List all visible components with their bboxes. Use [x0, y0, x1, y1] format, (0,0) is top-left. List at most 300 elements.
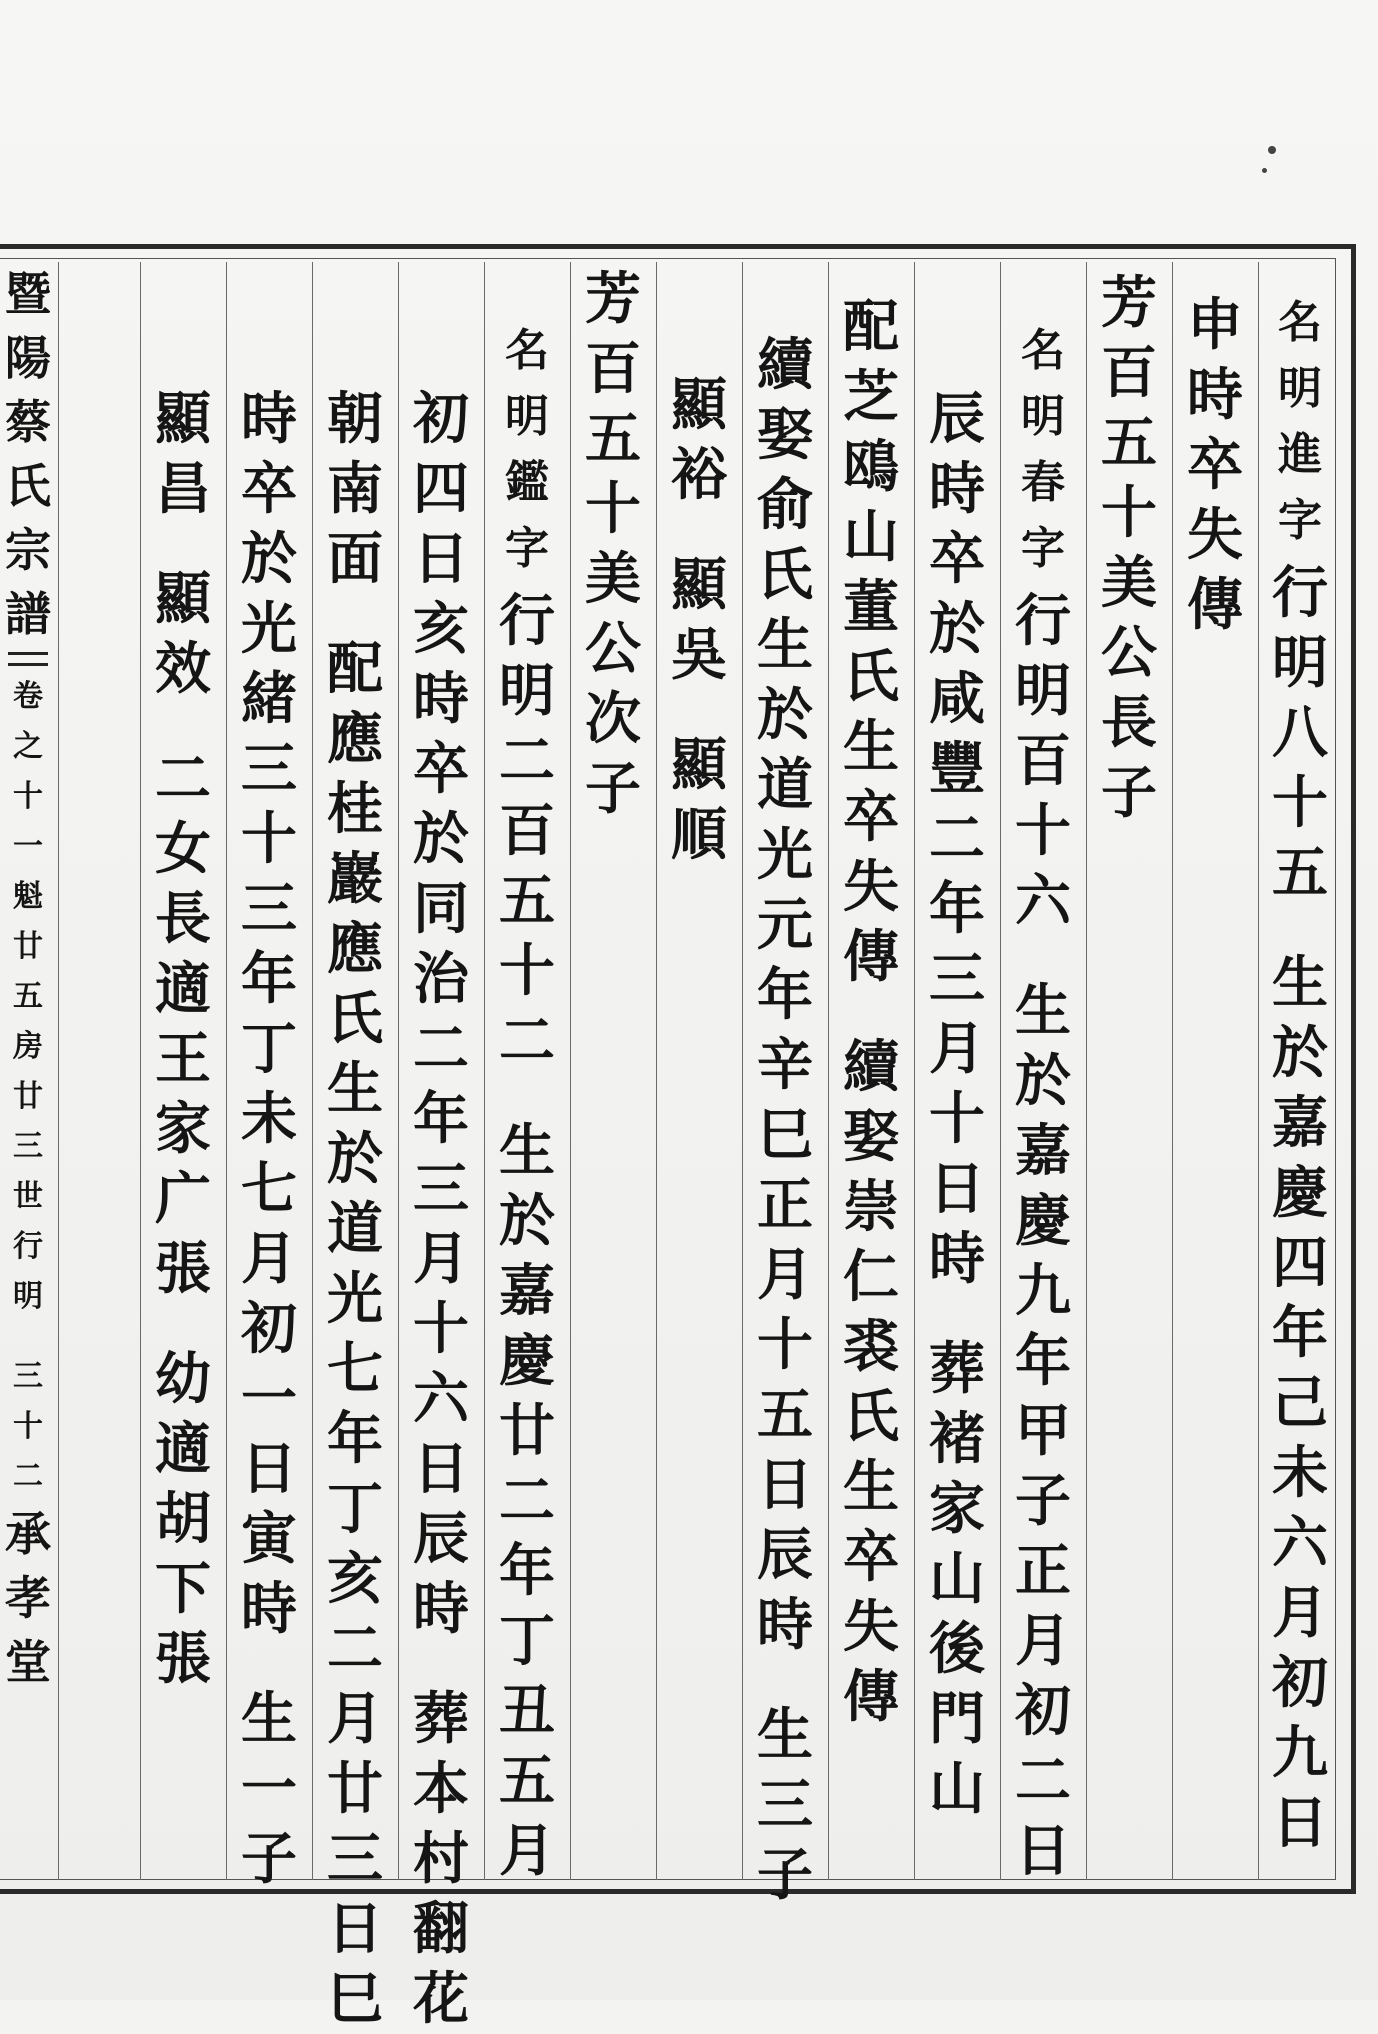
- char: 二: [413, 1016, 469, 1082]
- char: 六: [1015, 868, 1071, 934]
- char: 顯: [155, 386, 211, 452]
- page-number: [2, 1352, 54, 1502]
- char: 名: [1278, 297, 1322, 348]
- char: 二: [499, 728, 555, 794]
- char: 面: [327, 526, 383, 592]
- char: 時: [241, 1576, 297, 1642]
- text-column: [1183, 290, 1247, 640]
- char: 王: [155, 1026, 211, 1092]
- char: 元: [757, 892, 813, 958]
- char: 應: [327, 916, 383, 982]
- char: 巳: [327, 1966, 383, 2032]
- char: 子: [757, 1842, 813, 1908]
- char: 年: [327, 1406, 383, 1472]
- char: 明: [499, 658, 555, 724]
- banner-char: 十: [13, 779, 43, 814]
- text-column: [151, 384, 215, 1694]
- char: 五: [499, 868, 555, 934]
- char: 花: [413, 1966, 469, 2032]
- char: 葬: [929, 1336, 985, 1402]
- side-banner: [0, 262, 56, 1880]
- char: 美: [585, 546, 641, 612]
- char: 十: [1272, 770, 1328, 836]
- char: 行: [1272, 560, 1328, 626]
- char: 名: [505, 325, 549, 376]
- char: 豐: [929, 736, 985, 802]
- char: 春: [1021, 457, 1065, 508]
- char: 日: [413, 1436, 469, 1502]
- char: 五: [585, 406, 641, 472]
- banner-char: 承: [5, 1507, 51, 1561]
- char: 效: [155, 636, 211, 702]
- branch-label: [2, 872, 54, 1322]
- char: 日: [327, 1896, 383, 1962]
- char: 正: [1015, 1538, 1071, 1604]
- char: 九: [1272, 1720, 1328, 1786]
- char: 百: [585, 336, 641, 402]
- char: 本: [413, 1756, 469, 1822]
- char: 董: [843, 574, 899, 640]
- char: 失: [843, 854, 899, 920]
- banner-char: 行: [13, 1229, 43, 1264]
- char: 配: [327, 636, 383, 702]
- char: 百: [1015, 728, 1071, 794]
- char: 明: [1021, 391, 1065, 442]
- char: 正: [757, 1172, 813, 1238]
- char: 光: [327, 1266, 383, 1332]
- char: 村: [413, 1826, 469, 1892]
- char: 四: [413, 456, 469, 522]
- char: 時: [241, 386, 297, 452]
- char: 月: [241, 1226, 297, 1292]
- char: 辰: [929, 386, 985, 452]
- char: 時: [413, 666, 469, 732]
- char: 六: [413, 1366, 469, 1432]
- column-rule: [312, 262, 313, 1880]
- char: 崇: [843, 1174, 899, 1240]
- char: 丑: [499, 1678, 555, 1744]
- text-column: [237, 384, 301, 1894]
- char: 明: [1015, 658, 1071, 724]
- char: 張: [155, 1236, 211, 1302]
- char: 二: [499, 1008, 555, 1074]
- char: 山: [929, 1756, 985, 1822]
- char: 失: [1187, 502, 1243, 568]
- char: 年: [241, 946, 297, 1012]
- char: 丁: [327, 1476, 383, 1542]
- banner-char: 蔡: [5, 395, 51, 449]
- char: 道: [327, 1196, 383, 1262]
- text-column: [323, 384, 387, 2034]
- char: 時: [929, 1226, 985, 1292]
- char: 失: [843, 1594, 899, 1660]
- char: 生: [499, 1118, 555, 1184]
- char: 家: [929, 1476, 985, 1542]
- char: 二: [1015, 1748, 1071, 1814]
- text-column: [581, 264, 645, 824]
- char: 月: [499, 1818, 555, 1884]
- char: 生: [241, 1686, 297, 1752]
- char: 巳: [757, 1102, 813, 1168]
- char: 五: [757, 1382, 813, 1448]
- char: 順: [671, 802, 727, 868]
- char: 時: [757, 1592, 813, 1658]
- char: 初: [241, 1296, 297, 1362]
- char: 未: [241, 1086, 297, 1152]
- char: 娶: [843, 1104, 899, 1170]
- char: 日: [241, 1436, 297, 1502]
- char: 十: [241, 806, 297, 872]
- column-rule: [742, 262, 743, 1880]
- char: 日: [1272, 1790, 1328, 1856]
- char: 八: [1272, 700, 1328, 766]
- banner-separator: [8, 652, 48, 666]
- column-rule: [226, 262, 227, 1880]
- char: 桂: [327, 776, 383, 842]
- char: 月: [1015, 1608, 1071, 1674]
- char: 年: [757, 962, 813, 1028]
- char: 年: [929, 876, 985, 942]
- text-column: [1097, 268, 1161, 828]
- char: 仁: [843, 1244, 899, 1310]
- ink-speck: [1262, 168, 1267, 173]
- char: 三: [241, 736, 297, 802]
- banner-char: 孝: [5, 1571, 51, 1625]
- char: 南: [327, 456, 383, 522]
- char: 廿: [327, 1756, 383, 1822]
- char: 門: [929, 1686, 985, 1752]
- char: 下: [155, 1556, 211, 1622]
- char: 年: [1272, 1300, 1328, 1366]
- banner-char: 暨: [5, 267, 51, 321]
- char: 十: [1101, 480, 1157, 546]
- char: 十: [757, 1312, 813, 1378]
- char: 配: [843, 294, 899, 360]
- char: 於: [929, 596, 985, 662]
- char: 吳: [671, 622, 727, 688]
- char: 五: [1101, 410, 1157, 476]
- char: 氏: [327, 986, 383, 1052]
- char: 慶: [1272, 1160, 1328, 1226]
- char: 生: [757, 612, 813, 678]
- char: 氏: [843, 644, 899, 710]
- char: 續: [843, 1034, 899, 1100]
- char: 百: [499, 798, 555, 864]
- char: 十: [585, 476, 641, 542]
- char: 顯: [155, 566, 211, 632]
- banner-char: 廿: [13, 929, 43, 964]
- char: 於: [241, 526, 297, 592]
- banner-char: 氏: [5, 459, 51, 513]
- char: 明: [1272, 630, 1328, 696]
- char: 甲: [1015, 1398, 1071, 1464]
- text-column: [839, 292, 903, 1732]
- char: 公: [1101, 620, 1157, 686]
- char: 慶: [1015, 1188, 1071, 1254]
- char: 一: [241, 1756, 297, 1822]
- char: 月: [327, 1686, 383, 1752]
- column-rule: [484, 262, 485, 1880]
- column-rule: [570, 262, 571, 1880]
- char: 卒: [413, 736, 469, 802]
- text-column: [1268, 290, 1332, 554]
- char: 張: [155, 1626, 211, 1692]
- char: 氏: [843, 1384, 899, 1450]
- banner-char: 堂: [5, 1635, 51, 1689]
- char: 次: [585, 686, 641, 752]
- char: 昌: [155, 456, 211, 522]
- banner-char: 之: [13, 729, 43, 764]
- text-column: [1011, 318, 1075, 582]
- column-rule: [828, 262, 829, 1880]
- char: 丁: [499, 1608, 555, 1674]
- char: 十: [499, 938, 555, 1004]
- char: 於: [1272, 1020, 1328, 1086]
- char: 傳: [1187, 572, 1243, 638]
- banner-char: 五: [13, 979, 43, 1014]
- banner-char: 魁: [13, 879, 43, 914]
- column-rule: [1172, 262, 1173, 1880]
- char: 氏: [757, 542, 813, 608]
- char: 卒: [843, 1524, 899, 1590]
- char: 名: [1021, 325, 1065, 376]
- char: 四: [1272, 1230, 1328, 1296]
- char: 五: [1272, 840, 1328, 906]
- banner-char: 十: [13, 1409, 43, 1444]
- char: 同: [413, 876, 469, 942]
- banner-char: 卷: [13, 679, 43, 714]
- char: 己: [1272, 1370, 1328, 1436]
- char: 日: [413, 526, 469, 592]
- char: 傳: [843, 924, 899, 990]
- text-column: [409, 384, 473, 2034]
- char: 字: [1021, 523, 1065, 574]
- banner-char: 廿: [13, 1079, 43, 1114]
- char: 月: [413, 1226, 469, 1292]
- char: 鴎: [843, 434, 899, 500]
- char: 進: [1278, 429, 1322, 480]
- char: 生: [843, 1454, 899, 1520]
- char: 辛: [757, 1032, 813, 1098]
- char: 續: [757, 332, 813, 398]
- char: 於: [1015, 1048, 1071, 1114]
- char: 顯: [671, 732, 727, 798]
- char: 嘉: [499, 1258, 555, 1324]
- char: 七: [327, 1336, 383, 1402]
- banner-char: 宗: [5, 523, 51, 577]
- banner-char: 譜: [5, 587, 51, 641]
- char: 時: [929, 456, 985, 522]
- column-rule: [1000, 262, 1001, 1880]
- char: 裕: [671, 442, 727, 508]
- char: 嘉: [1272, 1090, 1328, 1156]
- char: 五: [499, 1748, 555, 1814]
- char: 卒: [1187, 432, 1243, 498]
- char: 月: [929, 1016, 985, 1082]
- char: 朝: [327, 386, 383, 452]
- char: 卒: [843, 784, 899, 850]
- char: 行: [1015, 588, 1071, 654]
- char: 後: [929, 1616, 985, 1682]
- char: 生: [1272, 950, 1328, 1016]
- char: 十: [929, 1086, 985, 1152]
- char: 一: [241, 1366, 297, 1432]
- char: 適: [155, 1416, 211, 1482]
- char: 鑑: [505, 457, 549, 508]
- char: 十: [1015, 798, 1071, 864]
- char: 卒: [241, 456, 297, 522]
- char: 於: [327, 1126, 383, 1192]
- char: 長: [155, 886, 211, 952]
- char: 於: [499, 1188, 555, 1254]
- char: 顯: [671, 552, 727, 618]
- char: 亥: [413, 596, 469, 662]
- char: 應: [327, 706, 383, 772]
- char: 家: [155, 1096, 211, 1162]
- char: 三: [327, 1826, 383, 1892]
- text-column-tail: [1268, 558, 1332, 1858]
- char: 二: [499, 1468, 555, 1534]
- char: 長: [1101, 690, 1157, 756]
- char: 傳: [843, 1664, 899, 1730]
- char: 治: [413, 946, 469, 1012]
- char: 日: [929, 1156, 985, 1222]
- char: 山: [929, 1546, 985, 1612]
- char: 女: [155, 816, 211, 882]
- char: 山: [843, 504, 899, 570]
- char: 初: [1272, 1650, 1328, 1716]
- char: 於: [757, 682, 813, 748]
- char: 字: [1278, 495, 1322, 546]
- char: 月: [1272, 1580, 1328, 1646]
- char: 寅: [241, 1506, 297, 1572]
- char: 明: [1278, 363, 1322, 414]
- char: 年: [413, 1086, 469, 1152]
- char: 年: [499, 1538, 555, 1604]
- char: 三: [241, 876, 297, 942]
- char: 三: [757, 1772, 813, 1838]
- char: 七: [241, 1156, 297, 1222]
- banner-char: 陽: [5, 331, 51, 385]
- char: 芝: [843, 364, 899, 430]
- char: 於: [413, 806, 469, 872]
- char: 卒: [929, 526, 985, 592]
- text-column: [753, 330, 817, 1910]
- char: 適: [155, 956, 211, 1022]
- char: 子: [1015, 1468, 1071, 1534]
- char: 葬: [413, 1686, 469, 1752]
- char: 子: [585, 756, 641, 822]
- char: 公: [585, 616, 641, 682]
- char: 裘: [843, 1314, 899, 1380]
- char: 娶: [757, 402, 813, 468]
- char: 亥: [327, 1546, 383, 1612]
- char: 顯: [671, 372, 727, 438]
- char: 字: [505, 523, 549, 574]
- char: 子: [241, 1826, 297, 1892]
- char: 辰: [413, 1506, 469, 1572]
- char: 生: [843, 714, 899, 780]
- char: 二: [327, 1616, 383, 1682]
- banner-char: 房: [13, 1029, 43, 1064]
- char: 生: [1015, 978, 1071, 1044]
- char: 生: [757, 1702, 813, 1768]
- char: 嘉: [1015, 1118, 1071, 1184]
- char: 美: [1101, 550, 1157, 616]
- char: 二: [155, 746, 211, 812]
- char: 十: [413, 1296, 469, 1362]
- char: 九: [1015, 1258, 1071, 1324]
- char: 明: [505, 391, 549, 442]
- char: 行: [499, 588, 555, 654]
- column-rule: [1258, 262, 1259, 1880]
- column-rule: [914, 262, 915, 1880]
- banner-char: 三: [13, 1129, 43, 1164]
- char: 子: [1101, 760, 1157, 826]
- char: 二: [929, 806, 985, 872]
- char: 广: [155, 1166, 211, 1232]
- char: 辰: [757, 1522, 813, 1588]
- text-column: [495, 318, 559, 582]
- char: 光: [757, 822, 813, 888]
- char: 光: [241, 596, 297, 662]
- char: 三: [413, 1156, 469, 1222]
- text-column-tail: [495, 586, 559, 1886]
- char: 申: [1187, 292, 1243, 358]
- char: 咸: [929, 666, 985, 732]
- char: 時: [413, 1576, 469, 1642]
- text-column-tail: [1011, 586, 1075, 1886]
- column-rule: [140, 262, 141, 1880]
- ink-speck: [1268, 146, 1276, 154]
- char: 六: [1272, 1510, 1328, 1576]
- char: 年: [1015, 1328, 1071, 1394]
- char: 未: [1272, 1440, 1328, 1506]
- column-rule: [398, 262, 399, 1880]
- column-rule: [656, 262, 657, 1880]
- char: 三: [929, 946, 985, 1012]
- char: 日: [1015, 1818, 1071, 1884]
- char: 巖: [327, 846, 383, 912]
- column-rule: [58, 262, 59, 1880]
- char: 月: [757, 1242, 813, 1308]
- char: 芳: [585, 266, 641, 332]
- char: 翻: [413, 1896, 469, 1962]
- banner-char: 一: [13, 829, 43, 864]
- char: 芳: [1101, 270, 1157, 336]
- char: 慶: [499, 1328, 555, 1394]
- banner-char: 三: [13, 1359, 43, 1394]
- char: 日: [757, 1452, 813, 1518]
- volume-label: [2, 672, 54, 872]
- char: 時: [1187, 362, 1243, 428]
- char: 初: [413, 386, 469, 452]
- text-column: [925, 384, 989, 1824]
- char: 褚: [929, 1406, 985, 1472]
- book-title: [2, 262, 54, 646]
- char: 廿: [499, 1398, 555, 1464]
- text-column: [667, 370, 731, 870]
- char: 胡: [155, 1486, 211, 1552]
- banner-char: 二: [13, 1459, 43, 1494]
- char: 緒: [241, 666, 297, 732]
- char: 俞: [757, 472, 813, 538]
- char: 幼: [155, 1346, 211, 1412]
- char: 丁: [241, 1016, 297, 1082]
- banner-char: 世: [13, 1179, 43, 1214]
- char: 道: [757, 752, 813, 818]
- char: 百: [1101, 340, 1157, 406]
